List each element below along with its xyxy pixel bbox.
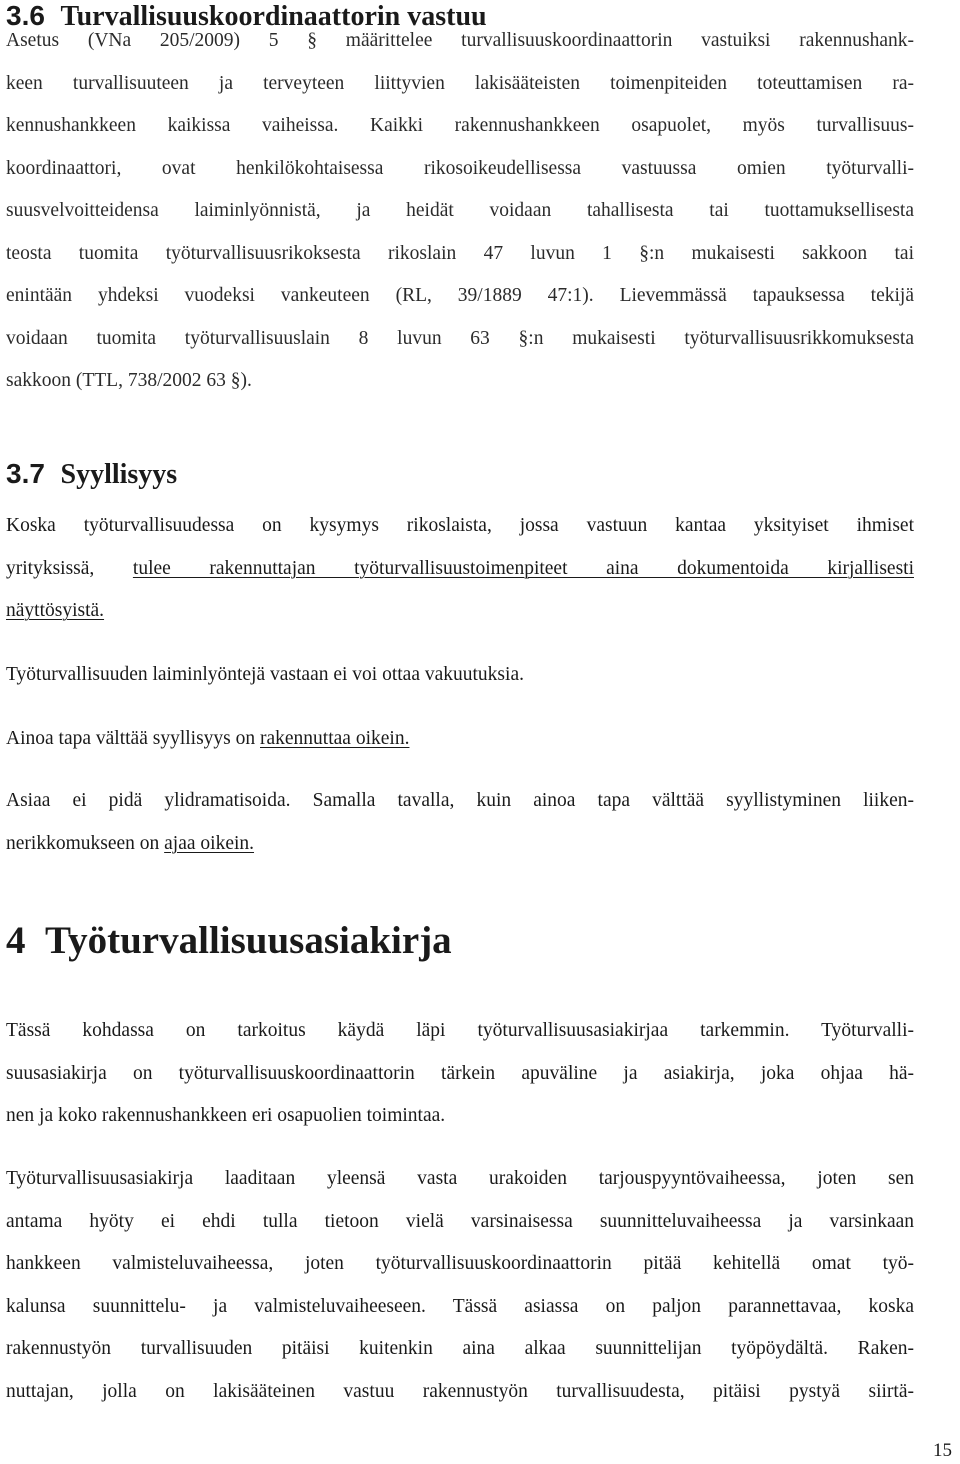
text-segment: yrityksissä, — [6, 557, 133, 579]
text-line: kalunsa suunnittelu- ja valmisteluvaiheeseen. Tässä asiassa on paljon parannettavaa, koska — [6, 1295, 914, 1317]
chapter-title: Työturvallisuusasiakirja — [45, 919, 452, 962]
paragraph-4-2 — [6, 1158, 914, 1413]
underlined-text: tulee rakennuttajan työturvallisuustoimenpiteet aina dokumentoida kirjallisesti — [132, 557, 914, 579]
text-line: Asiaa ei pidä ylidramatisoida. Samalla tavalla, kuin ainoa tapa välttää syyllistyminen liiken- — [6, 790, 914, 811]
text-line: keen turvallisuuteen ja terveyteen liittyvien lakisääteisten toimenpiteiden toteuttamisen ra- — [6, 72, 914, 94]
text-line: Työturvallisuusasiakirja laaditaan yleensä vasta urakoiden tarjouspyyntövaiheessa, joten sen — [6, 1168, 914, 1189]
text-line: koordinaattori, ovat henkilökohtaisessa rikosoikeudellisessa vastuussa omien työturvalli- — [6, 157, 914, 179]
text-line — [6, 590, 914, 633]
text-segment: nerikkomukseen on — [6, 832, 165, 854]
paragraph-3-7-1 — [6, 505, 914, 633]
section-title: Turvallisuuskoordinaattorin vastuu — [60, 1, 487, 32]
underlined-text: rakennuttaa oikein. — [260, 728, 410, 749]
text-line: nuttajan, jolla on lakisääteinen vastuu rakennustyön turvallisuudesta, pitäisi pystyä siirtä- — [6, 1380, 914, 1402]
text-line: rakennustyön turvallisuuden pitäisi kuitenkin aina alkaa suunnittelijan työpöydältä. Raken- — [6, 1338, 914, 1359]
text-line — [6, 823, 914, 866]
text-segment: Kaikki rakennushankkeen osapuolet, myös turvallisuus- — [338, 115, 914, 136]
text-line: Asetus (VNa 205/2009) 5 § määrittelee turvallisuuskoordinaattorin vastuiksi rakennushank- — [6, 30, 914, 51]
paragraph-3-6 — [6, 20, 914, 403]
text-line: Työturvallisuuden laiminlyöntejä vastaan ei voi ottaa vakuutuksia. — [6, 664, 524, 685]
text-line: teosta tuomita työturvallisuusrikoksesta rikoslain 47 luvun 1 §:n mukaisesti sakkoon tai — [6, 242, 914, 264]
text-line: Tässä kohdassa on tarkoitus käydä läpi työturvallisuusasiakirjaa tarkemmin. Työturvalli- — [6, 1020, 914, 1041]
paragraph-3-7-2 — [6, 654, 914, 697]
section-heading-3-7 — [6, 458, 177, 491]
paragraph-3-7-4 — [6, 780, 914, 865]
text-line — [6, 275, 914, 318]
chapter-heading-4 — [6, 918, 452, 963]
text-segment: kennushankkeen kaikissa vaiheissa. — [6, 115, 339, 136]
text-segment: Ainoa tapa välttää syyllisyys on — [6, 728, 260, 749]
paragraph-3-7-3 — [6, 718, 914, 761]
text-line: Koska työturvallisuudessa on kysymys rikoslaista, jossa vastuun kantaa yksityiset ihmiset — [6, 515, 914, 536]
text-line: hankkeen valmisteluvaiheessa, joten työturvallisuuskoordinaattorin pitää kehitellä omat työ- — [6, 1253, 914, 1274]
underlined-text: näyttösyistä. — [6, 600, 105, 621]
chapter-number: 4 — [6, 919, 26, 962]
section-number: 3.7 — [6, 458, 45, 489]
text-line — [6, 548, 914, 591]
text-line — [6, 105, 914, 148]
underlined-text: ajaa oikein. — [164, 832, 255, 854]
section-title: Syyllisyys — [60, 459, 178, 490]
page-number: 15 — [933, 1440, 952, 1461]
text-line: nen ja koko rakennushankkeen eri osapuolien toimintaa. — [6, 1105, 446, 1126]
text-segment: Lievemmässä tapauksessa tekijä — [593, 285, 914, 306]
text-line: antama hyöty ei ehdi tulla tietoon vielä varsinaisessa suunnitteluvaiheessa ja varsinkaan — [6, 1210, 914, 1232]
text-segment: enintään yhdeksi vuodeksi vankeuteen (RL, 39/1889 47:1). — [6, 285, 594, 306]
text-line: suusasiakirja on työturvallisuuskoordinaattorin tärkein apuväline ja asiakirja, joka ohjaa hä- — [6, 1062, 914, 1084]
text-line: voidaan tuomita työturvallisuuslain 8 luvun 63 §:n mukaisesti työturvallisuusrikkomuksesta — [6, 327, 914, 349]
paragraph-4-1 — [6, 1010, 914, 1138]
text-line: suusvelvoitteidensa laiminlyönnistä, ja heidät voidaan tahallisesta tai tuottamuksellisesta — [6, 200, 914, 221]
text-line: sakkoon (TTL, 738/2002 63 §). — [6, 370, 252, 391]
text-line — [6, 718, 914, 761]
section-number: 3.6 — [6, 0, 45, 31]
